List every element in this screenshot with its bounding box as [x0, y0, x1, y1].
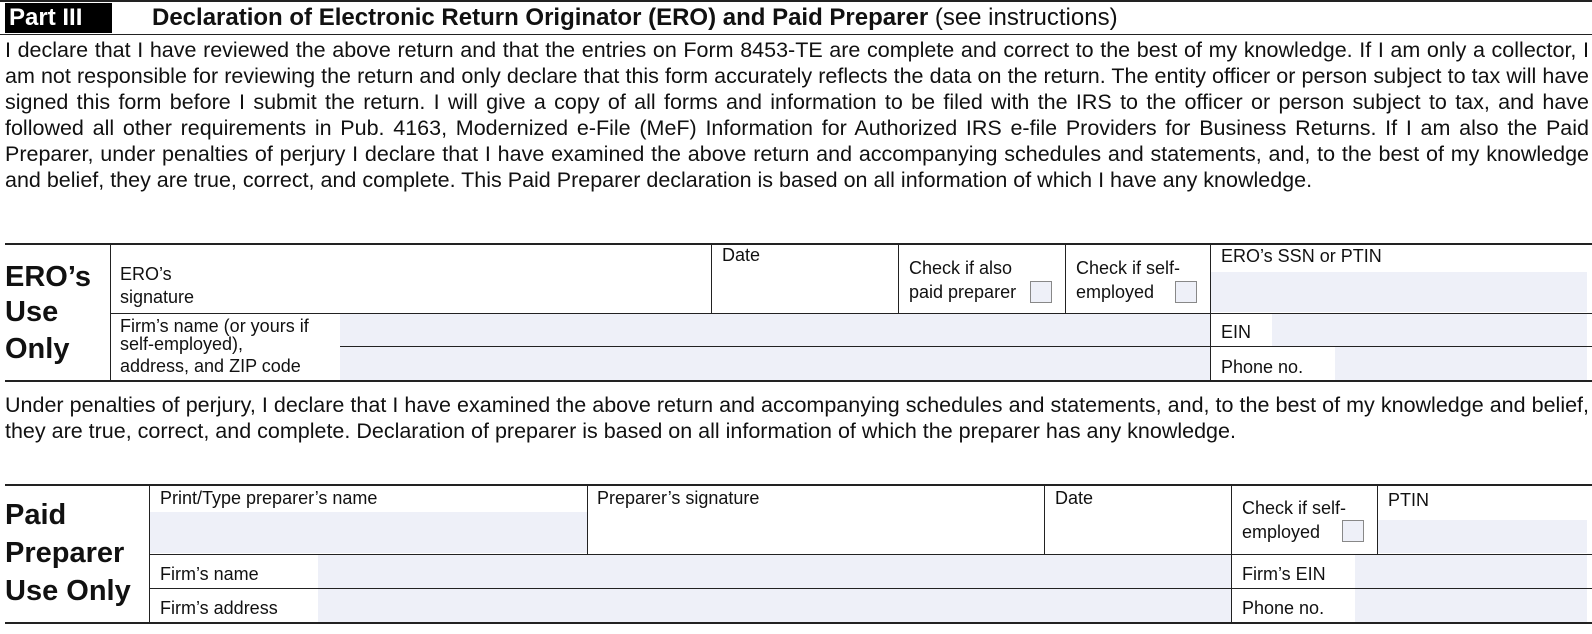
preparer-heading-1: Paid — [5, 499, 67, 531]
preparer-bottom-rule — [5, 622, 1592, 624]
firm-address-input[interactable] — [318, 589, 1231, 622]
section-title — [152, 3, 1118, 33]
ero-ein-input[interactable] — [1272, 314, 1587, 346]
preparer-signature-label: Preparer’s signature — [597, 488, 760, 508]
ptin-label: PTIN — [1388, 490, 1430, 510]
ero-firm-label-3: address, and ZIP code — [120, 356, 301, 376]
preparer-check-self-employed-label-1: Check if self- — [1242, 498, 1347, 518]
preparer-name-input[interactable] — [150, 512, 587, 553]
ero-phone-label: Phone no. — [1221, 357, 1304, 377]
firm-name-label: Firm’s name — [160, 564, 259, 584]
header-rule — [0, 34, 1592, 35]
firm-ein-input[interactable] — [1355, 555, 1587, 588]
preparer-declaration-text: Under penalties of perjury, I declare that I have examined the above return and accompanying schedules and statements, and, to the best of my knowledge and belief, they are true, correct, and complete. Declaration of preparer is based on all information of which the preparer has any knowledge. — [5, 393, 1589, 443]
ero-check-self-employed-label-1: Check if self- — [1076, 258, 1181, 278]
preparer-phone-input[interactable] — [1355, 589, 1587, 622]
preparer-heading-2: Preparer — [5, 537, 125, 569]
ero-firm-address-input[interactable] — [340, 347, 1210, 380]
ero-ein-label: EIN — [1221, 322, 1252, 342]
check-paid-preparer-label-2: paid preparer — [909, 282, 1017, 302]
preparer-self-employed-checkbox[interactable] — [1342, 520, 1364, 542]
firm-address-label: Firm’s address — [160, 598, 278, 618]
ero-heading-2: Use — [5, 296, 59, 328]
paid-preparer-checkbox[interactable] — [1030, 281, 1052, 303]
top-rule — [0, 0, 1592, 2]
title-note: (see instructions) — [934, 4, 1118, 31]
ero-self-employed-checkbox[interactable] — [1175, 281, 1197, 303]
ptin-input[interactable] — [1378, 520, 1587, 553]
firm-name-input[interactable] — [318, 555, 1231, 588]
divider — [1065, 244, 1066, 313]
preparer-check-self-employed-label-2: employed — [1242, 522, 1321, 542]
preparer-heading-3: Use Only — [5, 575, 131, 607]
title-bold: Declaration of Electronic Return Originator (ERO) and Paid Preparer — [152, 4, 929, 31]
ero-check-self-employed-label-2: employed — [1076, 282, 1155, 302]
ero-signature-label-2: signature — [120, 287, 195, 307]
ero-signature-label-1: ERO’s — [120, 264, 172, 284]
ero-bottom-rule — [5, 380, 1592, 382]
ero-firm-name-input[interactable] — [340, 314, 1210, 346]
ero-declaration-text: I declare that I have reviewed the above return and that the entries on Form 8453-TE are complete and correct to the best of my knowledge. If I am only a collector, I am not responsible for reviewing the return and only declare that this form accurately reflects the data on the return. The entity officer or person subject to tax will have signed this form before I submit the return. I will give a copy of all forms and information to be filed with the IRS to the officer or person subject to tax, and have followed all other requirements in Pub. 4163, Modernized e-File (MeF) Information for Authorized IRS e-file Providers for Business Returns. If I am also the Paid Preparer, under penalties of perjury I declare that I have examined the above return and accompanying schedules and statements, and, to the best of my knowledge and belief, they are true, correct, and complete. This Paid Preparer declaration is based on all information of which I have any knowledge. — [5, 38, 1589, 192]
ero-firm-label-1: Firm’s name (or yours if — [120, 316, 309, 336]
firm-ein-label: Firm’s EIN — [1242, 564, 1326, 584]
divider — [898, 244, 899, 313]
preparer-phone-label: Phone no. — [1242, 598, 1325, 618]
ero-phone-input[interactable] — [1335, 347, 1587, 380]
ero-heading-1: ERO’s — [5, 261, 91, 293]
ero-firm-label-2: self-employed), — [120, 334, 244, 354]
ero-date-label: Date — [722, 245, 761, 265]
ero-heading-3: Only — [5, 333, 70, 365]
part-label: Part III — [5, 3, 112, 33]
ero-signature-field[interactable] — [111, 245, 711, 313]
ero-ssn-ptin-label: ERO’s SSN or PTIN — [1221, 246, 1382, 266]
preparer-name-label: Print/Type preparer’s name — [160, 488, 378, 508]
preparer-signature-field[interactable] — [588, 512, 1043, 553]
check-paid-preparer-label-1: Check if also — [909, 258, 1013, 278]
preparer-date-label: Date — [1055, 488, 1094, 508]
preparer-top-rule — [5, 484, 1592, 486]
preparer-date-field[interactable] — [1045, 508, 1230, 553]
ero-ssn-ptin-input[interactable] — [1211, 272, 1587, 312]
